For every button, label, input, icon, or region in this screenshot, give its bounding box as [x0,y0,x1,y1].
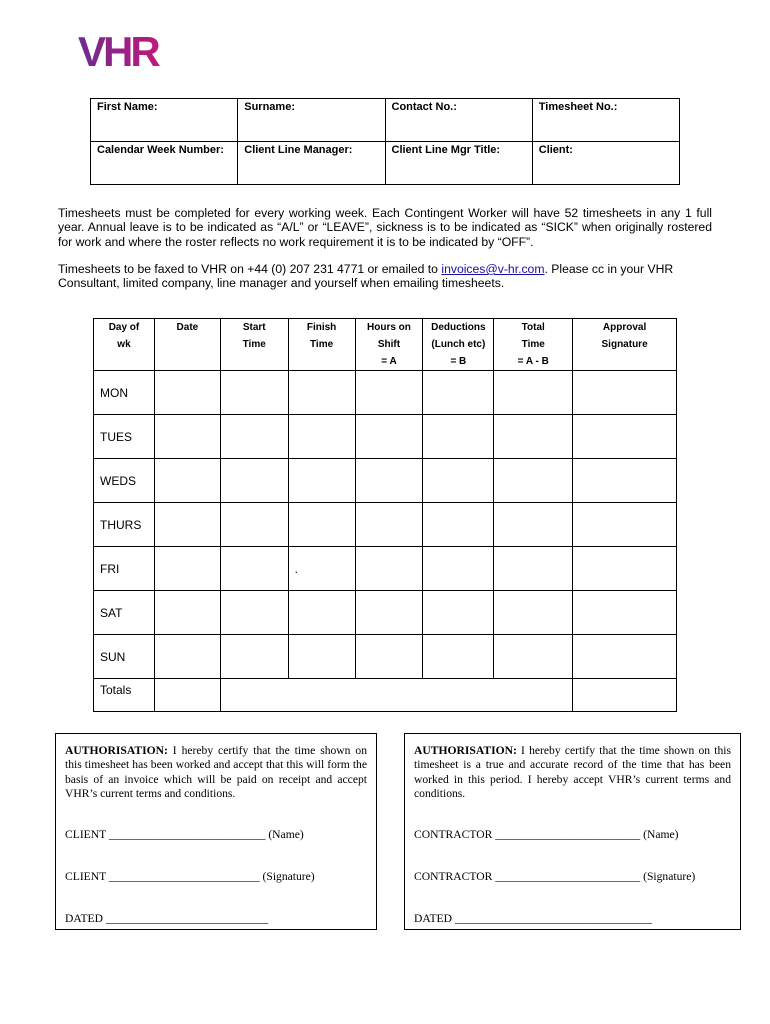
contact-no-field[interactable] [385,99,532,142]
start-cell[interactable] [220,591,288,635]
hours-cell[interactable] [355,459,423,503]
hours-cell[interactable] [355,503,423,547]
hours-cell[interactable] [355,635,423,679]
finish-cell[interactable] [288,503,355,547]
start-cell[interactable] [220,503,288,547]
client-field[interactable] [532,142,679,185]
client-line-mgr-title-label: Client Line Mgr Title: [391,144,501,156]
start-cell[interactable] [220,459,288,503]
start-cell[interactable] [220,371,288,415]
finish-cell[interactable] [288,415,355,459]
signature-cell[interactable] [573,415,677,459]
day-label: MON [94,371,155,415]
client-line-mgr-title-field[interactable] [385,142,532,185]
col-total-time: Total Time = A - B [494,319,573,371]
signature-cell[interactable] [573,591,677,635]
deductions-cell[interactable] [423,503,494,547]
hours-cell[interactable] [355,547,423,591]
start-cell[interactable] [220,415,288,459]
calendar-week-label: Calendar Week Number: [97,144,224,156]
total-cell[interactable] [494,635,573,679]
date-cell[interactable] [154,547,220,591]
hours-cell[interactable] [355,371,423,415]
totals-row [94,679,677,712]
finish-cell[interactable]: . [288,547,355,591]
timesheet-header-row [94,319,677,371]
client-authorisation-body: I hereby certify that the time shown on this timesheet has been worked and accept that this will form the basis of an invoice which will be paid on receipt and accept VHR’s current terms and conditions. [65,744,367,800]
totals-sum-cell[interactable] [220,679,572,712]
signature-cell[interactable] [573,635,677,679]
timesheet-no-label: Timesheet No.: [538,101,618,113]
deductions-cell[interactable] [423,591,494,635]
total-cell[interactable] [494,459,573,503]
surname-label: Surname: [244,101,295,113]
client-authorisation-heading: AUTHORISATION: [65,744,168,757]
contractor-name-line[interactable]: CONTRACTOR _________________________ (Name) [414,828,679,841]
day-label: SAT [94,591,155,635]
timesheet-table [93,318,677,712]
client-dated-line[interactable]: DATED ____________________________ [65,912,269,925]
total-cell[interactable] [494,547,573,591]
day-label: SUN [94,635,155,679]
invoices-email-link[interactable]: invoices@v-hr.com [441,262,545,276]
signature-cell[interactable] [573,371,677,415]
date-cell[interactable] [154,503,220,547]
signature-cell[interactable] [573,547,677,591]
totals-date-cell[interactable] [154,679,220,712]
first-name-label: First Name: [97,101,158,113]
table-row [94,503,677,547]
calendar-week-field[interactable] [91,142,238,185]
signature-cell[interactable] [573,503,677,547]
table-row [94,459,677,503]
client-line-manager-field[interactable] [238,142,385,185]
contractor-signature-line[interactable]: CONTRACTOR _________________________ (Signature) [414,870,696,883]
contractor-dated-line[interactable]: DATED __________________________________ [414,912,652,925]
date-cell[interactable] [154,635,220,679]
deductions-cell[interactable] [423,459,494,503]
date-cell[interactable] [154,415,220,459]
col-approval-signature: Approval Signature [573,319,677,371]
day-label: FRI [94,547,155,591]
deductions-cell[interactable] [423,415,494,459]
finish-cell[interactable] [288,635,355,679]
start-cell[interactable] [220,635,288,679]
client-line-manager-label: Client Line Manager: [244,144,353,156]
finish-cell[interactable] [288,371,355,415]
day-label: WEDS [94,459,155,503]
signature-cell[interactable] [573,459,677,503]
date-cell[interactable] [154,371,220,415]
total-cell[interactable] [494,415,573,459]
total-cell[interactable] [494,591,573,635]
timesheet-no-field[interactable] [532,99,679,142]
client-authorisation-box [55,733,377,930]
contractor-authorisation-body: I hereby certify that the time shown on this timesheet is a true and accurate record of the time that has been worked in this period. I hereby accept VHR’s current terms and conditions. [414,744,731,800]
contractor-authorisation-text [414,744,731,801]
table-row [94,635,677,679]
table-row [94,591,677,635]
col-finish-time: Finish Time [288,319,355,371]
total-cell[interactable] [494,503,573,547]
table-row [94,371,677,415]
instructions-paragraph: Timesheets must be completed for every working week. Each Contingent Worker will have 52 timesheets in any 1 full year. Annual leave is to be indicated as “A/L” or “LEAVE”, sickness is to be indicated as “SICK” when originally rostered for work and where the roster reflects no work requirement it is to be indicated by “OFF”. [58,206,712,249]
submission-text-after: . Please cc in your VHR Consultant, limited company, line manager and yourself when emailing timesheets. [58,262,674,291]
finish-cell[interactable] [288,459,355,503]
contractor-authorisation-box [404,733,741,930]
col-day-of-week: Day of wk [94,319,155,371]
totals-label: Totals [94,679,155,712]
contact-no-label: Contact No.: [391,101,457,113]
finish-cell[interactable] [288,591,355,635]
col-deductions: Deductions (Lunch etc) = B [423,319,494,371]
hours-cell[interactable] [355,591,423,635]
table-row [94,547,677,591]
totals-signature-cell[interactable] [573,679,677,712]
submission-paragraph [58,262,712,291]
hours-cell[interactable] [355,415,423,459]
first-name-field[interactable] [91,99,238,142]
date-cell[interactable] [154,459,220,503]
client-label: Client: [538,144,573,156]
client-authorisation-text [65,744,367,801]
client-signature-line[interactable]: CLIENT __________________________ (Signature) [65,870,315,883]
contractor-authorisation-heading: AUTHORISATION: [414,744,517,757]
day-label: TUES [94,415,155,459]
submission-text-before: Timesheets to be faxed to VHR on +44 (0) 207 231 4771 or emailed to [58,262,442,276]
logo-text: VHR [78,30,158,72]
table-row [94,415,677,459]
deductions-cell[interactable] [423,635,494,679]
day-label: THURS [94,503,155,547]
client-name-line[interactable]: CLIENT ___________________________ (Name) [65,828,304,841]
deductions-cell[interactable] [423,547,494,591]
col-hours-on-shift: Hours on Shift = A [355,319,423,371]
date-cell[interactable] [154,591,220,635]
deductions-cell[interactable] [423,371,494,415]
vhr-logo [78,30,174,72]
total-cell[interactable] [494,371,573,415]
worker-info-table [90,98,680,185]
surname-field[interactable] [238,99,385,142]
start-cell[interactable] [220,547,288,591]
col-date: Date [154,319,220,371]
col-start-time: Start Time [220,319,288,371]
